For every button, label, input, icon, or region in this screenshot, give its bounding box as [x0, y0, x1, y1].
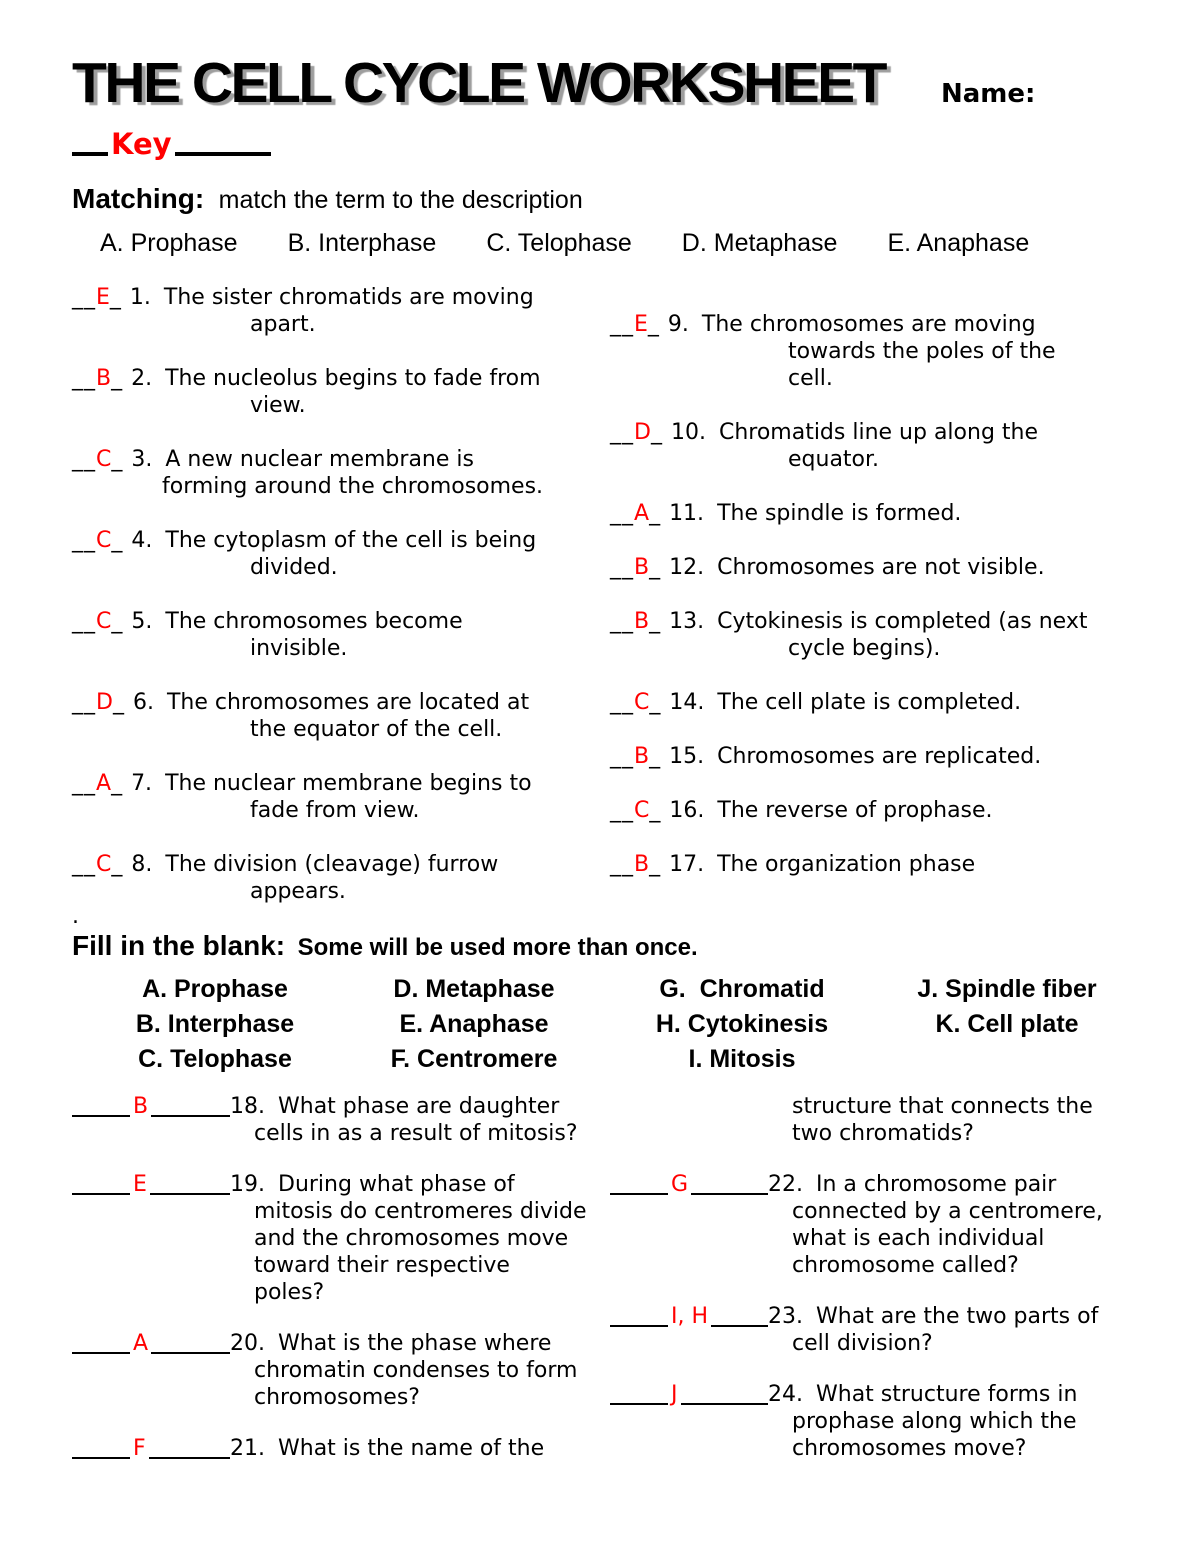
matching-heading-label: Matching:: [72, 182, 205, 214]
answer-blank: [610, 419, 663, 446]
question-number: 12.: [669, 554, 705, 580]
question-text: The division (cleavage) furrow: [165, 851, 499, 877]
answer-letter: D: [96, 689, 113, 715]
blank-underscore: __: [610, 851, 634, 877]
answer-letter: C: [96, 446, 112, 472]
question-text-continued: mitosis do centromeres divide: [254, 1198, 587, 1224]
answer-letter: B: [96, 365, 112, 391]
blank-underscore: _: [111, 365, 124, 391]
name-label: Name:: [940, 79, 1036, 109]
question-text: Chromatids line up along the: [718, 419, 1039, 445]
question-text-continued: equator.: [788, 446, 880, 472]
matching-column-right: [610, 284, 1164, 905]
matching-item-3: [72, 446, 610, 500]
blank-underscore: __: [610, 311, 634, 337]
blank-underscore: __: [610, 500, 634, 526]
matching-item-4: [72, 527, 610, 581]
question-number: 16.: [669, 797, 705, 823]
answer-letter: E: [133, 1171, 147, 1197]
question-text-continued: invisible.: [250, 635, 348, 661]
blank-underscore: __: [610, 608, 634, 634]
matching-option: D. Metaphase: [681, 228, 838, 257]
question-text: The organization phase: [717, 851, 976, 877]
blank-line: [711, 1325, 768, 1327]
answer-letter: C: [96, 527, 112, 553]
question-text-continued: and the chromosomes move: [254, 1225, 569, 1251]
blank-underscore: _: [649, 500, 662, 526]
answer-blank: [610, 689, 661, 716]
answer-blank: [72, 1171, 230, 1198]
answer-blank: [72, 851, 123, 878]
question-text-continued: apart.: [250, 311, 316, 337]
question-text-continued: fade from view.: [250, 797, 420, 823]
blank-underscore: _: [111, 770, 124, 796]
word-bank-entry: C. Telophase: [138, 1044, 292, 1073]
answer-letter: G: [671, 1171, 689, 1197]
question-text: Chromosomes are not visible.: [717, 554, 1045, 580]
blank-underscore: __: [72, 608, 96, 634]
blank-line: [691, 1193, 768, 1195]
question-text-continued: what is each individual: [792, 1225, 1045, 1251]
blank-underscore: _: [649, 851, 662, 877]
matching-item-9: [610, 311, 1164, 392]
stray-period: .: [72, 903, 79, 929]
answer-blank: [610, 500, 661, 527]
question-number: 22.: [768, 1171, 803, 1197]
blank-line: [72, 1115, 130, 1117]
matching-item-12: [610, 554, 1164, 581]
blank-line: [681, 1403, 769, 1405]
answer-letter: C: [634, 689, 650, 715]
answer-blank: [72, 527, 123, 554]
question-text-continued: divided.: [250, 554, 338, 580]
answer-blank: [610, 554, 661, 581]
answer-letter: I, H: [671, 1303, 709, 1329]
key-answer: Key: [111, 126, 172, 161]
blank-underscore: _: [649, 608, 662, 634]
question-text: Chromosomes are replicated.: [717, 743, 1042, 769]
question-number: 3.: [131, 446, 153, 472]
answer-blank: [72, 689, 125, 716]
word-bank-entry: G. Chromatid: [659, 974, 825, 1003]
blank-underscore: __: [72, 689, 96, 715]
question-text-continued: prophase along which the: [792, 1408, 1077, 1434]
fill-heading-label: Fill in the blank:: [72, 929, 286, 961]
matching-option: E. Anaphase: [887, 228, 1030, 257]
question-text-continued: the equator of the cell.: [250, 716, 503, 742]
matching-option: B. Interphase: [287, 228, 437, 257]
blank-line: [150, 1193, 230, 1195]
word-bank-entry: B. Interphase: [135, 1009, 295, 1038]
blank-underscore: _: [111, 608, 124, 634]
answer-blank: [610, 608, 661, 635]
matching-heading-description: match the term to the description: [218, 185, 583, 214]
matching-item-2: [72, 365, 610, 419]
matching-item-8: [72, 851, 610, 905]
answer-blank: [72, 1435, 230, 1462]
matching-option: C. Telophase: [486, 228, 632, 257]
answer-letter: E: [96, 284, 110, 310]
question-text: The sister chromatids are moving: [163, 284, 534, 310]
question-text: The nucleolus begins to fade from: [165, 365, 541, 391]
blank-underscore: __: [610, 797, 634, 823]
page-title: THE CELL CYCLE WORKSHEET: [72, 51, 885, 115]
question-number: 2.: [131, 365, 153, 391]
matching-item-7: [72, 770, 610, 824]
fill-item-continued: [610, 1093, 1164, 1147]
answer-blank: [610, 1171, 768, 1198]
question-number: 21.: [230, 1435, 265, 1461]
answer-blank: [610, 1381, 768, 1408]
answer-letter: E: [634, 311, 648, 337]
answer-blank: [72, 365, 123, 392]
fill-item-18: [72, 1093, 610, 1147]
blank-underscore: __: [72, 446, 96, 472]
word-bank-entry: K. Cell plate: [935, 1009, 1079, 1038]
matching-item-13: [610, 608, 1164, 662]
question-text: The reverse of prophase.: [717, 797, 993, 823]
question-text: What are the two parts of: [816, 1303, 1099, 1329]
answer-letter: B: [634, 554, 650, 580]
blank-line: [151, 1115, 230, 1117]
matching-item-15: [610, 743, 1164, 770]
word-bank-entry: A. Prophase: [142, 974, 288, 1003]
word-bank: [90, 972, 1164, 1077]
matching-item-17: [610, 851, 1164, 878]
blank-underscore: _: [650, 419, 663, 445]
blank-underscore: _: [647, 311, 660, 337]
question-number: 19.: [230, 1171, 265, 1197]
question-text-continued: two chromatids?: [792, 1120, 974, 1146]
blank-line: [610, 1403, 668, 1405]
matching-item-6: [72, 689, 610, 743]
blank-underscore: _: [111, 446, 124, 472]
blank-line: [72, 1352, 130, 1354]
question-text-continued: cell.: [788, 365, 833, 391]
blank-underscore: _: [112, 689, 125, 715]
question-text-continued: poles?: [254, 1279, 325, 1305]
answer-letter: B: [634, 851, 650, 877]
question-text: What is the name of the: [278, 1435, 545, 1461]
question-number: 8.: [131, 851, 153, 877]
question-text-continued: forming around the chromosomes.: [162, 473, 544, 499]
name-answer-line: [72, 116, 1164, 161]
word-bank-entry: F. Centromere: [390, 1044, 558, 1073]
question-text: The chromosomes are moving: [701, 311, 1036, 337]
matching-section-heading: [72, 182, 1164, 221]
question-text-continued: chromosomes move?: [792, 1435, 1027, 1461]
question-text-continued: connected by a centromere,: [792, 1198, 1103, 1224]
answer-blank: [72, 446, 123, 473]
matching-item-11: [610, 500, 1164, 527]
question-text-continued: cells in as a result of mitosis?: [254, 1120, 578, 1146]
fill-item-20: [72, 1330, 610, 1411]
question-text: In a chromosome pair: [816, 1171, 1057, 1197]
matching-column-left: [72, 284, 610, 905]
answer-blank: [610, 851, 661, 878]
question-number: 18.: [230, 1093, 265, 1119]
question-number: 11.: [669, 500, 705, 526]
fill-section-heading: [72, 929, 1164, 968]
blank-line: [149, 1457, 230, 1459]
blank-line: [72, 1457, 130, 1459]
matching-questions: [72, 284, 1164, 905]
answer-blank: [610, 1303, 768, 1330]
word-bank-entry: I. Mitosis: [688, 1044, 796, 1073]
blank-underscore: __: [72, 527, 96, 553]
answer-letter: J: [671, 1381, 678, 1407]
blank-underscore: _: [649, 743, 662, 769]
word-bank-entry: H. Cytokinesis: [655, 1009, 829, 1038]
answer-blank: [610, 743, 661, 770]
blank-underscore: __: [610, 554, 634, 580]
question-text: A new nuclear membrane is: [165, 446, 474, 472]
blank-underscore: __: [72, 284, 96, 310]
fill-heading-description: Some will be used more than once.: [297, 933, 698, 961]
answer-blank: [72, 284, 122, 311]
word-bank-entry: J. Spindle fiber: [917, 974, 1097, 1003]
answer-blank: [72, 770, 123, 797]
word-bank-empty: [876, 1042, 1138, 1077]
question-number: 9.: [667, 311, 689, 337]
fill-item-23: [610, 1303, 1164, 1357]
question-number: 24.: [768, 1381, 803, 1407]
question-number: 4.: [131, 527, 153, 553]
fill-item-19: [72, 1171, 610, 1306]
blank-line: [72, 1193, 130, 1195]
question-text-continued: toward their respective: [254, 1252, 510, 1278]
matching-options-row: [72, 227, 1164, 260]
question-text-continued: cell division?: [792, 1330, 933, 1356]
question-number: 15.: [669, 743, 705, 769]
fill-questions: [72, 1093, 1164, 1486]
blank-underscore: __: [72, 851, 96, 877]
blank-line: [72, 150, 108, 156]
blank-underscore: _: [111, 851, 124, 877]
question-text: What phase are daughter: [278, 1093, 560, 1119]
fill-item-22: [610, 1171, 1164, 1279]
question-number: 5.: [131, 608, 153, 634]
fill-item-24: [610, 1381, 1164, 1462]
blank-underscore: __: [72, 770, 96, 796]
blank-underscore: _: [649, 554, 662, 580]
blank-underscore: _: [111, 527, 124, 553]
blank-underscore: __: [610, 689, 634, 715]
fill-item-21: [72, 1435, 610, 1462]
question-text: The cell plate is completed.: [717, 689, 1022, 715]
question-text: The chromosomes are located at: [166, 689, 530, 715]
header: [72, 51, 1164, 115]
blank-line: [610, 1325, 668, 1327]
answer-letter: C: [96, 608, 112, 634]
matching-item-16: [610, 797, 1164, 824]
fill-column-right: [610, 1093, 1164, 1486]
word-bank-entry: E. Anaphase: [399, 1009, 549, 1038]
question-number: 1.: [129, 284, 151, 310]
question-number: 14.: [669, 689, 705, 715]
matching-item-1: [72, 284, 610, 338]
question-text: The chromosomes become: [165, 608, 463, 634]
answer-blank: [72, 608, 123, 635]
question-text: The spindle is formed.: [717, 500, 962, 526]
question-text: Cytokinesis is completed (as next: [717, 608, 1088, 634]
answer-letter: C: [634, 797, 650, 823]
question-number: 13.: [669, 608, 705, 634]
question-text: The nuclear membrane begins to: [165, 770, 532, 796]
answer-letter: F: [133, 1435, 146, 1461]
question-text-continued: cycle begins).: [788, 635, 941, 661]
question-text: During what phase of: [278, 1171, 515, 1197]
question-text: What is the phase where: [278, 1330, 552, 1356]
question-text-continued: chromosomes?: [254, 1384, 420, 1410]
blank-line: [610, 1193, 668, 1195]
question-text-continued: appears.: [250, 878, 346, 904]
blank-line: [175, 150, 271, 156]
question-number: 7.: [131, 770, 153, 796]
question-text-continued: chromatin condenses to form: [254, 1357, 578, 1383]
matching-item-5: [72, 608, 610, 662]
answer-letter: A: [133, 1330, 149, 1356]
blank-underscore: _: [649, 797, 662, 823]
answer-letter: D: [634, 419, 651, 445]
matching-item-14: [610, 689, 1164, 716]
question-text-continued: view.: [250, 392, 306, 418]
blank-underscore: _: [109, 284, 122, 310]
answer-letter: B: [634, 608, 650, 634]
answer-blank: [610, 311, 660, 338]
blank-underscore: __: [610, 419, 634, 445]
answer-letter: A: [634, 500, 650, 526]
answer-blank: [72, 1093, 230, 1120]
matching-item-10: [610, 419, 1164, 473]
question-text-continued: chromosome called?: [792, 1252, 1019, 1278]
matching-option: A. Prophase: [100, 228, 238, 257]
answer-letter: B: [634, 743, 650, 769]
question-text: What structure forms in: [816, 1381, 1078, 1407]
answer-letter: C: [96, 851, 112, 877]
answer-blank: [610, 797, 661, 824]
blank-underscore: __: [610, 743, 634, 769]
question-text-continued: towards the poles of the: [788, 338, 1056, 364]
blank-line: [151, 1352, 230, 1354]
question-text: The cytoplasm of the cell is being: [165, 527, 537, 553]
answer-letter: A: [96, 770, 112, 796]
answer-blank: [72, 1330, 230, 1357]
question-number: 23.: [768, 1303, 803, 1329]
blank-underscore: _: [649, 689, 662, 715]
word-bank-entry: D. Metaphase: [393, 974, 555, 1003]
question-number: 17.: [669, 851, 705, 877]
question-text-continued: structure that connects the: [792, 1093, 1093, 1119]
fill-column-left: [72, 1093, 610, 1486]
question-number: 20.: [230, 1330, 265, 1356]
question-number: 6.: [132, 689, 154, 715]
answer-letter: B: [133, 1093, 149, 1119]
blank-underscore: __: [72, 365, 96, 391]
question-number: 10.: [670, 419, 706, 445]
